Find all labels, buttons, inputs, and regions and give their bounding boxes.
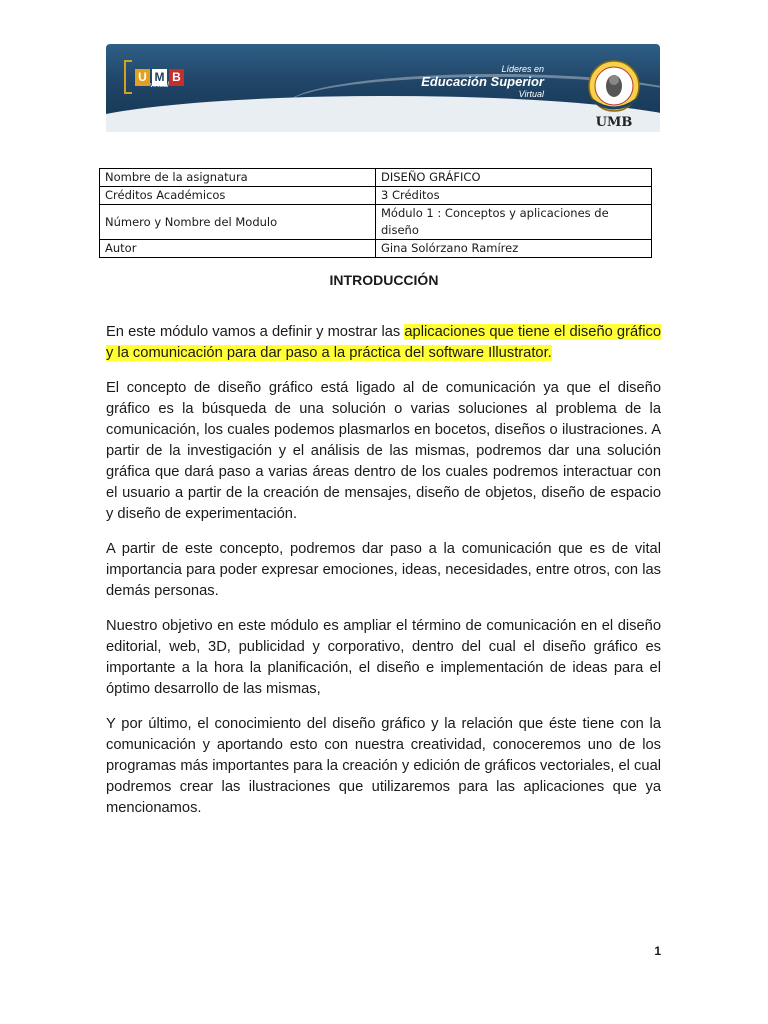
logo-letter-m: M — [152, 69, 167, 86]
page-number: 1 — [654, 944, 661, 958]
slogan-line-1: Líderes en — [501, 64, 544, 74]
seal-text: UMB — [595, 115, 633, 130]
highlighted-text: aplicaciones que tiene el diseño gráfico y la comunicación para dar paso a la práctica del software Illustrator. — [106, 324, 661, 361]
info-value: 3 Créditos — [376, 187, 652, 205]
paragraph: El concepto de diseño gráfico está ligado al de comunicación ya que el diseño gráfico es la búsqueda de una solución o varias soluciones al problema de la comunicación, los cuales podemos plasmarlos en bocetos, diseños o ilustraciones. A partir de la investigación y el análisis de las mismas, podremos dar una solución gráfica que dará paso a varias áreas dentro de los cuales podremos interactuar con el usuario a partir de la creación de mensajes, diseño de objetos, diseño de espacio y diseño de experimentación. — [106, 380, 661, 522]
header-banner — [106, 44, 660, 132]
slogan — [421, 64, 544, 99]
table-row — [100, 187, 652, 205]
info-value: Gina Solórzano Ramírez — [376, 240, 652, 258]
info-value: DISEÑO GRÁFICO — [376, 169, 652, 187]
intro-paragraph — [106, 322, 661, 364]
info-label: Créditos Académicos — [100, 187, 376, 205]
course-info-table — [99, 168, 652, 258]
info-label: Número y Nombre del Modulo — [100, 205, 376, 240]
logo-letter-u: U — [135, 69, 150, 86]
page-title: INTRODUCCIÓN — [329, 272, 439, 288]
paragraph: Nuestro objetivo en este módulo es ampliar el término de comunicación en el diseño editorial, web, 3D, publicidad y corporativo, dentro del cual el diseño gráfico es importante a la hora la planificación, el diseño e implementación de ideas para el óptimo desarrollo de las mismas, — [106, 618, 661, 697]
body-text — [106, 322, 661, 833]
logo-virtual-text: virtual — [150, 82, 169, 89]
table-row — [100, 240, 652, 258]
slogan-line-3: Virtual — [518, 89, 544, 99]
table-row — [100, 169, 652, 187]
paragraph: Y por último, el conocimiento del diseño gráfico y la relación que éste tiene con la comunicación y aportando esto con nuestra creatividad, conoceremos uno de los programas más importantes para la creación y edición de gráficos vectoriales, el cual podremos crear las ilustraciones que utilizaremos para las aplicaciones que ya mencionamos. — [106, 716, 661, 816]
logo-letter-b: B — [169, 69, 184, 86]
paragraph: A partir de este concepto, podremos dar paso a la comunicación que es de vital importancia para poder expresar emociones, ideas, necesidades, entre otros, con las demás personas. — [106, 541, 661, 599]
table-row — [100, 205, 652, 240]
university-seal-icon — [586, 60, 642, 130]
info-label: Autor — [100, 240, 376, 258]
info-label: Nombre de la asignatura — [100, 169, 376, 187]
slogan-line-2: Educación Superior — [421, 74, 544, 89]
info-value: Módulo 1 : Conceptos y aplicaciones de diseño — [376, 205, 652, 240]
intro-text: En este módulo vamos a definir y mostrar las — [106, 324, 405, 340]
